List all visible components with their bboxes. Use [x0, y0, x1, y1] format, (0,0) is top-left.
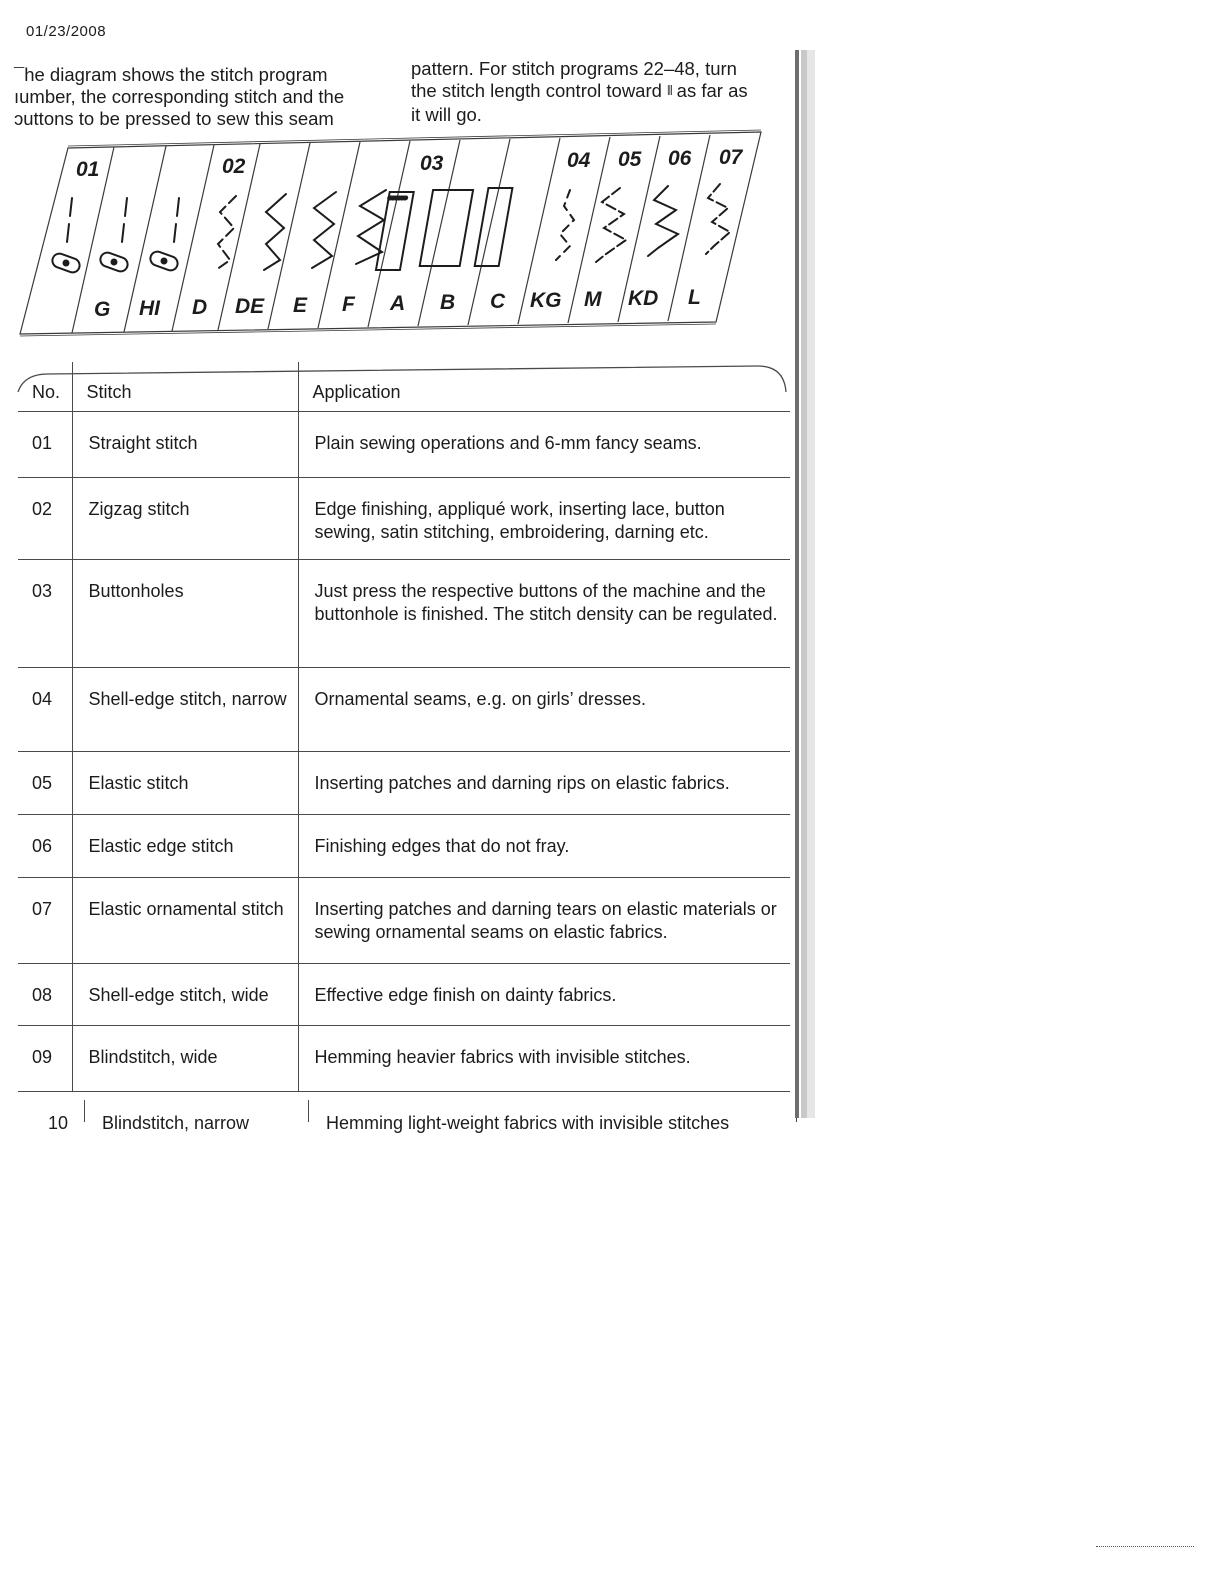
- stitch-application: Inserting patches and darning tears on elastic materials or sewing ornamental seams on elastic fabrics.: [298, 878, 790, 964]
- stitch-name: Straight stitch: [72, 412, 298, 478]
- stitch-number: 04: [18, 668, 72, 752]
- stitch-name: Elastic ornamental stitch: [72, 878, 298, 964]
- intro-line: ıumber, the corresponding stitch and the: [14, 86, 345, 107]
- table-row: [18, 560, 790, 668]
- stitch-number: 03: [18, 560, 72, 668]
- stitch-number: 08: [18, 964, 72, 1026]
- stitch-number: 10: [48, 1113, 69, 1133]
- intro-line: it will go.: [411, 104, 482, 125]
- stitch-number: 09: [18, 1026, 72, 1092]
- column-header-stitch: Stitch: [72, 362, 298, 412]
- intro-text-left: [14, 64, 344, 130]
- stitch-application: Hemming heavier fabrics with invisible stitches.: [298, 1026, 790, 1092]
- stitch-number: 05: [18, 752, 72, 815]
- table-row: [18, 668, 790, 752]
- buttonhole-icon: [376, 188, 512, 270]
- stitch-button-label: A: [390, 292, 406, 315]
- stitch-application: Effective edge finish on dainty fabrics.: [298, 964, 790, 1026]
- stitch-number: 01: [18, 412, 72, 478]
- intro-text-right: [411, 58, 748, 126]
- program-number: 06: [668, 147, 692, 170]
- stitch-button-label: DE: [235, 295, 265, 318]
- stitch-application: Edge finishing, appliqué work, inserting lace, button sewing, satin stitching, embroidering, darning etc.: [298, 478, 790, 560]
- stitch-application: Inserting patches and darning rips on elastic fabrics.: [298, 752, 790, 815]
- column-header-no: No.: [18, 362, 72, 412]
- column-header-application: Application: [298, 362, 790, 412]
- stitch-button-label: KG: [530, 289, 562, 312]
- table-row: [18, 815, 790, 878]
- stitch-name: Blindstitch, wide: [72, 1026, 298, 1092]
- stitch-panel-diagram: [16, 128, 776, 342]
- stitch-application: Plain sewing operations and 6-mm fancy seams.: [298, 412, 790, 478]
- stitch-name: Shell-edge stitch, narrow: [72, 668, 298, 752]
- program-number: 04: [567, 149, 591, 172]
- program-number: 01: [76, 158, 100, 181]
- stitch-number: 07: [18, 878, 72, 964]
- elastic-stitch-icon: [556, 184, 730, 262]
- zigzag-stitch-icon: [216, 190, 386, 270]
- stitch-button-label: B: [440, 291, 456, 314]
- stitch-button-label: F: [342, 293, 355, 316]
- stitch-application: Ornamental seams, e.g. on girls’ dresses.: [298, 668, 790, 752]
- stitch-table-container: [18, 362, 790, 1092]
- table-header-row: [18, 362, 790, 412]
- table-row: [18, 752, 790, 815]
- stitch-button-label: KD: [628, 287, 659, 310]
- stitch-name: Zigzag stitch: [72, 478, 298, 560]
- table-column-divider: [308, 1100, 309, 1122]
- straight-stitch-icon: [50, 198, 179, 274]
- stitch-selector-panel: [16, 128, 776, 342]
- stitch-name: Shell-edge stitch, wide: [72, 964, 298, 1026]
- footer-rule: [1096, 1546, 1194, 1547]
- program-number: 05: [618, 148, 642, 171]
- stitch-number: 02: [18, 478, 72, 560]
- intro-line-part: the stitch length control toward: [411, 80, 668, 101]
- program-number: 03: [420, 152, 444, 175]
- stitch-application: Just press the respective buttons of the machine and the buttonhole is finished. The stitch density can be regulated.: [298, 560, 790, 668]
- table-row: [18, 478, 790, 560]
- stitch-button-label: HI: [139, 297, 160, 320]
- scan-edge-shadow: [793, 50, 819, 1118]
- page-date: 01/23/2008: [26, 23, 107, 40]
- table-row-cut-off: [18, 1100, 808, 1133]
- stitch-button-label: C: [490, 290, 506, 313]
- stitch-application: Finishing edges that do not fray.: [298, 815, 790, 878]
- stitch-button-label: G: [94, 298, 111, 321]
- program-number: 02: [222, 155, 246, 178]
- intro-line: pattern. For stitch programs 22–48, turn: [411, 58, 737, 79]
- table-row: [18, 412, 790, 478]
- stitch-length-glyph: ⫴: [667, 83, 672, 98]
- table-column-divider: [84, 1100, 85, 1122]
- stitch-button-label: D: [192, 296, 208, 319]
- table-row: [18, 964, 790, 1026]
- stitch-name: Elastic stitch: [72, 752, 298, 815]
- stitch-name: Elastic edge stitch: [72, 815, 298, 878]
- program-number: 07: [719, 146, 743, 169]
- intro-line: [411, 80, 748, 104]
- intro-line: ɔuttons to be pressed to sew this seam: [14, 108, 334, 129]
- stitch-table: [18, 362, 790, 1092]
- stitch-button-label: M: [584, 288, 602, 311]
- stitch-number: 06: [18, 815, 72, 878]
- stitch-application: Hemming light-weight fabrics with invisible stitches: [326, 1113, 730, 1133]
- table-row: [18, 878, 790, 964]
- stitch-name: Buttonholes: [72, 560, 298, 668]
- stitch-button-label: L: [688, 286, 701, 309]
- intro-line: ¯he diagram shows the stitch program: [14, 64, 328, 85]
- stitch-button-label: E: [293, 294, 308, 317]
- stitch-name: Blindstitch, narrow: [102, 1113, 250, 1133]
- intro-line-part: as far as: [671, 80, 748, 101]
- table-row: [18, 1026, 790, 1092]
